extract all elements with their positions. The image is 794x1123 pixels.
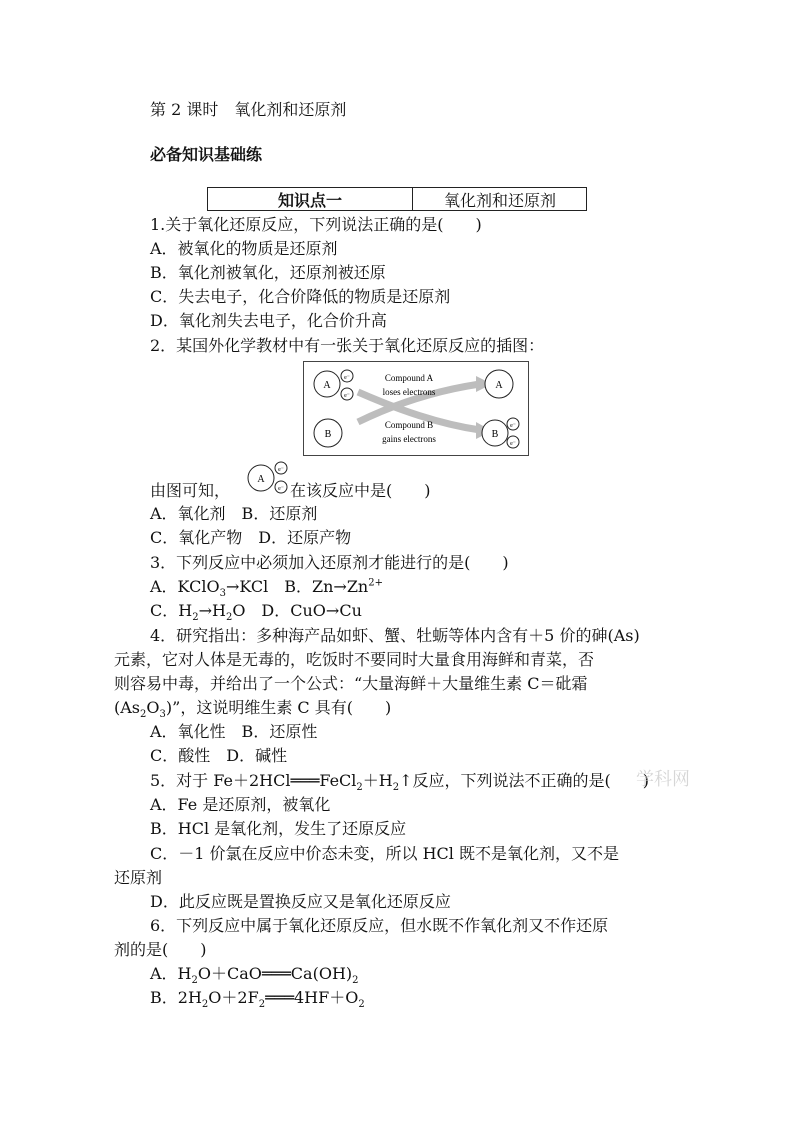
subscript: 2 <box>352 975 359 987</box>
q6-line2: 剂的是( ) <box>114 940 207 959</box>
subscript: 2 <box>225 612 233 624</box>
q3-cd-rest: →H <box>198 601 226 620</box>
q3-a-text: A．KClO <box>150 577 220 596</box>
q6-b-pre: B．2H <box>150 988 202 1007</box>
subscript: 2 <box>191 975 198 987</box>
particle-a-right-label: A <box>495 380 503 391</box>
q5-option-b: B．HCl 是氧化剂，发生了还原反应 <box>150 819 407 838</box>
particle-a-with-electrons-icon <box>244 458 290 498</box>
knowledge-point-label: 知识点一 <box>208 188 413 210</box>
watermark: 学科网 <box>636 769 690 790</box>
q5-option-c-line2: 还原剂 <box>114 868 163 887</box>
q5-stem <box>150 770 649 792</box>
q4-line4 <box>114 697 391 719</box>
q2-followup-prefix: 由图可知， <box>150 481 231 500</box>
q3-ab-rest: →KCl B．Zn→Zn <box>225 577 369 596</box>
q2-followup-suffix: 在该反应中是( ) <box>290 481 431 500</box>
redox-illustration <box>303 361 529 456</box>
q5-option-c-line1: C．－1 价氯在反应中价态未变，所以 HCl 既不是氧化剂，又不是 <box>150 844 619 863</box>
knowledge-point-table <box>207 187 587 211</box>
caption-a-line2: loses electrons <box>382 387 436 397</box>
electron-label: e⁻ <box>510 423 516 429</box>
q5-stem-c: ↑反应，下列说法不正确的是( ) <box>399 771 650 790</box>
section-title: 必备知识基础练 <box>150 145 263 164</box>
caption-b-line1: Compound B <box>384 420 434 430</box>
q4-line2: 元素，它对人体是无毒的，吃饭时不要同时大量食用海鲜和青菜，否 <box>114 650 595 669</box>
caption-b-line2: gains electrons <box>382 434 436 444</box>
q4-line4-b: O <box>146 698 160 717</box>
caption-a-line1: Compound A <box>384 373 434 383</box>
q6-b-mid: O＋2F <box>208 988 259 1007</box>
electron-label: e⁻ <box>344 393 350 399</box>
electron-label: e⁻ <box>344 375 350 381</box>
q3-options-ab <box>150 576 383 598</box>
q5-stem-b: ＋H <box>362 771 393 790</box>
subscript: 3 <box>219 588 226 600</box>
q4-line1: 4．研究指出：多种海产品如虾、蟹、牡蛎等体内含有＋5 价的砷(As) <box>150 626 640 645</box>
q4-options-ab: A．氧化性 B．还原性 <box>150 722 318 741</box>
q1-option-a: A．被氧化的物质是还原剂 <box>150 239 338 258</box>
particle-a-inline-label: A <box>257 474 265 485</box>
subscript: 2 <box>140 709 147 721</box>
q6-option-b <box>150 987 365 1009</box>
electron-label: e⁻ <box>510 441 516 447</box>
q2-options-ab: A．氧化剂 B．还原剂 <box>150 504 318 523</box>
superscript: 2+ <box>368 577 383 589</box>
q6-a-mid: O＋CaO═══Ca(OH) <box>197 964 353 983</box>
q1-stem: 1.关于氧化还原反应，下列说法正确的是( ) <box>150 215 482 234</box>
electron-label: e⁻ <box>278 486 284 492</box>
q1-option-b: B．氧化剂被氧化，还原剂被还原 <box>150 263 386 282</box>
q4-line3: 则容易中毒，并给出了一个公式：“大量海鲜＋大量维生素 C＝砒霜 <box>114 674 588 693</box>
q2-stem: 2．某国外化学教材中有一张关于氧化还原反应的插图： <box>150 336 545 355</box>
q4-line4-c: )”，这说明维生素 C 具有( ) <box>165 698 392 717</box>
knowledge-point-topic: 氧化剂和还原剂 <box>443 190 556 210</box>
q3-c-text: C．H <box>150 601 193 620</box>
q5-stem-a: 5．对于 Fe＋2HCl═══FeCl <box>150 771 357 790</box>
subscript: 2 <box>356 782 363 794</box>
lesson-title: 第 2 课时 氧化剂和还原剂 <box>150 100 347 119</box>
subscript: 2 <box>201 999 209 1011</box>
q4-line4-a: (As <box>114 698 141 717</box>
q2-options-cd: C．氧化产物 D．还原产物 <box>150 528 352 547</box>
q3-stem: 3．下列反应中必须加入还原剂才能进行的是( ) <box>150 553 509 572</box>
subscript: 2 <box>358 999 365 1011</box>
particle-a-left-label: A <box>323 380 331 391</box>
electron-label: e⁻ <box>278 467 284 473</box>
q1-option-c: C．失去电子，化合价降低的物质是还原剂 <box>150 287 451 306</box>
q3-cd-end: O D．CuO→Cu <box>232 601 362 620</box>
q4-options-cd: C．酸性 D．碱性 <box>150 746 288 765</box>
q5-option-d: D．此反应既是置换反应又是氧化还原反应 <box>150 892 451 911</box>
q6-line1: 6．下列反应中属于氧化还原反应，但水既不作氧化剂又不作还原 <box>150 916 609 935</box>
q1-option-d: D．氧化剂失去电子，化合价升高 <box>150 311 387 330</box>
subscript: 3 <box>159 709 166 721</box>
subscript: 2 <box>192 612 199 624</box>
q3-options-cd <box>150 600 362 622</box>
q5-option-a: A．Fe 是还原剂，被氧化 <box>150 795 331 814</box>
particle-b-left-label: B <box>324 429 332 440</box>
subscript: 2 <box>258 999 266 1011</box>
particle-b-right-label: B <box>491 429 499 440</box>
redox-diagram-svg <box>304 362 528 455</box>
q6-b-mid2: ═══4HF＋O <box>265 988 359 1007</box>
subscript: 2 <box>392 782 400 794</box>
q6-option-a <box>150 963 359 985</box>
q6-a-pre: A．H <box>150 964 192 983</box>
